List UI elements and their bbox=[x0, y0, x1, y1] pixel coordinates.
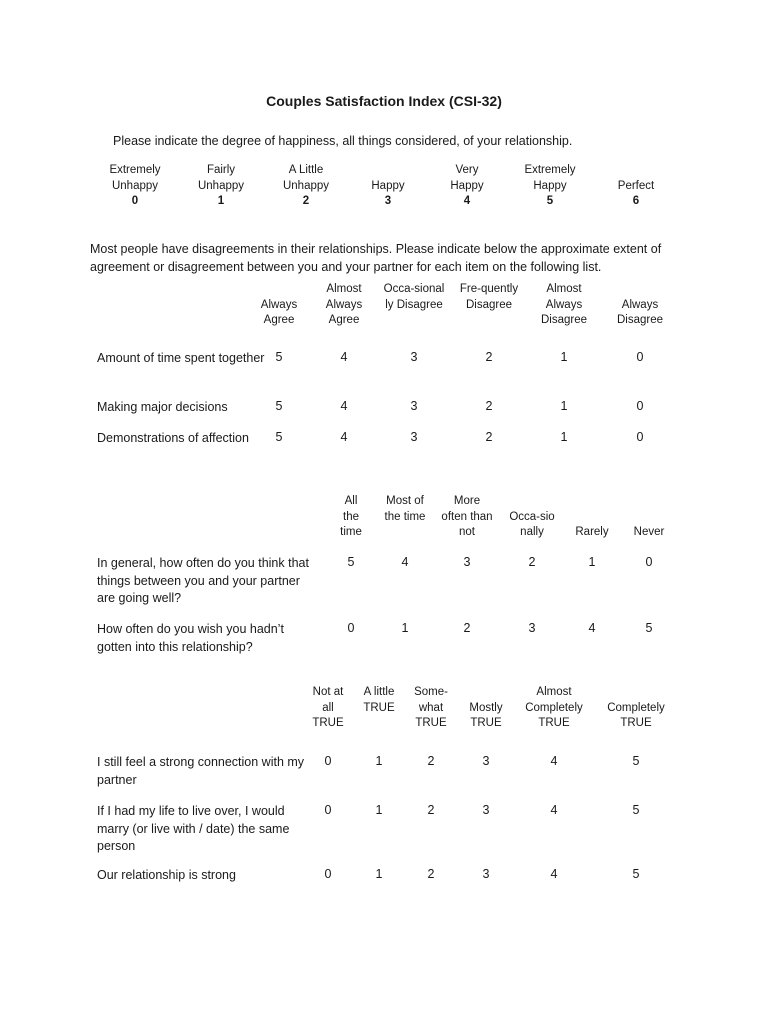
answer-option[interactable]: 3 bbox=[410, 399, 418, 413]
answer-option[interactable]: 3 bbox=[463, 555, 471, 569]
answer-option[interactable]: 4 bbox=[401, 555, 409, 569]
question-text: How often do you wish you hadn’t gotten into this relationship? bbox=[97, 622, 284, 654]
column-header-line: Almost bbox=[546, 283, 582, 295]
column-header bbox=[608, 494, 690, 541]
answer-option[interactable]: 4 bbox=[340, 350, 348, 364]
answer-option[interactable]: 2 bbox=[427, 754, 435, 768]
column-header-line: TRUE bbox=[363, 701, 395, 714]
happiness-option[interactable] bbox=[505, 163, 595, 210]
question-text: Demonstrations of affection bbox=[97, 431, 249, 445]
column-header bbox=[513, 685, 595, 732]
option-label-line bbox=[591, 163, 681, 179]
answer-option[interactable]: 2 bbox=[528, 555, 536, 569]
answer-option[interactable]: 5 bbox=[632, 803, 640, 817]
answer-option[interactable]: 5 bbox=[645, 621, 653, 635]
answer-option[interactable]: 2 bbox=[427, 803, 435, 817]
option-label-line: A Little bbox=[288, 164, 324, 176]
answer-option[interactable]: 2 bbox=[463, 621, 471, 635]
column-header-line: Completely bbox=[607, 701, 665, 714]
answer-option[interactable]: 4 bbox=[550, 803, 558, 817]
column-header-line bbox=[608, 510, 690, 526]
option-label-line: Fairly bbox=[206, 164, 236, 176]
answer-option[interactable]: 1 bbox=[375, 803, 383, 817]
answer-option[interactable]: 3 bbox=[482, 803, 490, 817]
column-header-line: not bbox=[459, 526, 475, 538]
answer-option[interactable]: 1 bbox=[560, 430, 568, 444]
question-text: In general, how often do you think that things between you and your partner are going well? bbox=[97, 556, 309, 605]
question-text: I still feel a strong connection with my partner bbox=[97, 755, 305, 787]
answer-option[interactable]: 0 bbox=[636, 399, 644, 413]
column-header-line: TRUE bbox=[538, 717, 570, 729]
column-header-line: TRUE bbox=[620, 717, 652, 729]
option-value: 4 bbox=[463, 195, 471, 207]
column-header bbox=[523, 282, 605, 329]
page-title: Couples Satisfaction Index (CSI-32) bbox=[266, 93, 502, 109]
answer-option[interactable]: 0 bbox=[347, 621, 355, 635]
column-header-line: Agree bbox=[263, 314, 295, 326]
answer-option[interactable]: 4 bbox=[550, 867, 558, 881]
column-header-line bbox=[608, 494, 690, 510]
answer-option[interactable]: 3 bbox=[528, 621, 536, 635]
column-header-line bbox=[599, 282, 681, 298]
column-header-line: Never bbox=[633, 526, 665, 538]
happiness-instruction: Please indicate the degree of happiness, all things considered, of your relationship. bbox=[113, 134, 573, 148]
column-header-line: Always bbox=[545, 298, 583, 311]
column-header-line: Rarely bbox=[575, 526, 609, 538]
answer-option[interactable]: 1 bbox=[560, 350, 568, 364]
option-value: 3 bbox=[384, 195, 392, 207]
option-value: 2 bbox=[302, 195, 310, 207]
column-header-line: ly Disagree bbox=[385, 298, 443, 311]
question-text: Amount of time spent together bbox=[97, 351, 265, 365]
option-label-line: Unhappy bbox=[282, 179, 330, 192]
happiness-option[interactable] bbox=[422, 163, 512, 210]
column-header-line: TRUE bbox=[312, 717, 344, 729]
answer-option[interactable]: 2 bbox=[485, 350, 493, 364]
column-header-line: Occa-sional bbox=[383, 283, 445, 295]
column-header-line: Always bbox=[621, 298, 659, 311]
column-header-line: Disagree bbox=[465, 298, 513, 311]
column-header-line: Some- bbox=[414, 686, 448, 698]
column-header-line: Occa-sio bbox=[509, 510, 555, 523]
answer-option[interactable]: 2 bbox=[485, 399, 493, 413]
column-header-line: Always bbox=[325, 298, 363, 311]
column-header bbox=[373, 282, 455, 329]
column-header bbox=[448, 282, 530, 329]
column-header-line: what bbox=[418, 701, 444, 714]
column-header-line: All bbox=[344, 495, 358, 507]
answer-option[interactable]: 5 bbox=[275, 399, 283, 413]
column-header-line bbox=[373, 313, 455, 329]
option-value: 0 bbox=[131, 195, 139, 207]
answer-option[interactable]: 4 bbox=[588, 621, 596, 635]
answer-option[interactable]: 1 bbox=[588, 555, 596, 569]
column-header-line bbox=[595, 685, 677, 701]
answer-option[interactable]: 2 bbox=[485, 430, 493, 444]
answer-option[interactable]: 3 bbox=[410, 430, 418, 444]
option-label-line: Extremely bbox=[524, 164, 576, 176]
column-header-line: Almost bbox=[536, 686, 572, 698]
column-header-line bbox=[448, 313, 530, 329]
answer-option[interactable]: 0 bbox=[636, 350, 644, 364]
option-label-line: Unhappy bbox=[111, 179, 159, 192]
answer-option[interactable]: 3 bbox=[410, 350, 418, 364]
happiness-option[interactable] bbox=[591, 163, 681, 210]
happiness-option[interactable] bbox=[176, 163, 266, 210]
option-label-line bbox=[343, 163, 433, 179]
column-header-line: nally bbox=[520, 526, 544, 538]
column-header-line: Completely bbox=[525, 701, 583, 714]
option-label-line: Happy bbox=[371, 179, 405, 192]
option-label-line: Extremely bbox=[109, 164, 161, 176]
option-value: 1 bbox=[217, 195, 225, 207]
answer-option[interactable]: 0 bbox=[324, 803, 332, 817]
answer-option[interactable]: 0 bbox=[324, 754, 332, 768]
answer-option[interactable]: 4 bbox=[340, 399, 348, 413]
answer-option[interactable]: 5 bbox=[632, 867, 640, 881]
answer-option[interactable]: 5 bbox=[275, 430, 283, 444]
answer-option[interactable]: 0 bbox=[324, 867, 332, 881]
column-header-line: time bbox=[340, 526, 362, 538]
answer-option[interactable]: 2 bbox=[427, 867, 435, 881]
happiness-option[interactable] bbox=[261, 163, 351, 210]
answer-option[interactable]: 4 bbox=[340, 430, 348, 444]
column-header bbox=[599, 282, 681, 329]
option-label-line: Happy bbox=[533, 179, 567, 192]
option-label-line: Unhappy bbox=[197, 179, 245, 192]
answer-option[interactable]: 1 bbox=[560, 399, 568, 413]
column-header bbox=[595, 685, 677, 732]
column-header-line: TRUE bbox=[470, 717, 502, 729]
agreement-instruction: Most people have disagreements in their relationships. Please indicate below the approximate extent of agreement or disagreement between you and your partner for each item on the following list. bbox=[90, 242, 662, 274]
answer-option[interactable]: 4 bbox=[550, 754, 558, 768]
column-header-line: TRUE bbox=[415, 717, 447, 729]
option-value: 6 bbox=[632, 195, 640, 207]
column-header-line: Fre-quently bbox=[459, 283, 519, 295]
happiness-option[interactable] bbox=[343, 163, 433, 210]
happiness-option[interactable] bbox=[90, 163, 180, 210]
question-text: If I had my life to live over, I would marry (or live with / date) the same person bbox=[97, 804, 290, 853]
answer-option[interactable]: 0 bbox=[636, 430, 644, 444]
option-value: 5 bbox=[546, 195, 554, 207]
answer-option[interactable]: 3 bbox=[482, 867, 490, 881]
answer-option[interactable]: 1 bbox=[375, 867, 383, 881]
column-header-line: Disagree bbox=[616, 314, 664, 326]
answer-option[interactable]: 5 bbox=[275, 350, 283, 364]
column-header-line: all bbox=[322, 701, 334, 714]
column-header-line: Mostly bbox=[469, 701, 503, 714]
question-text: Our relationship is strong bbox=[97, 868, 236, 882]
column-header-line: Always bbox=[260, 298, 298, 311]
column-header-line: the time bbox=[384, 510, 426, 523]
option-label-line: Happy bbox=[450, 179, 484, 192]
question-text: Making major decisions bbox=[97, 400, 228, 414]
answer-option[interactable]: 1 bbox=[401, 621, 409, 635]
answer-option[interactable]: 5 bbox=[347, 555, 355, 569]
option-label-line: Perfect bbox=[617, 179, 655, 192]
column-header-line: More bbox=[453, 495, 481, 507]
column-header-line: often than bbox=[441, 510, 493, 523]
answer-option[interactable]: 3 bbox=[482, 754, 490, 768]
answer-option[interactable]: 1 bbox=[375, 754, 383, 768]
column-header-line: Not at bbox=[312, 686, 344, 698]
column-header-line: A little bbox=[363, 686, 395, 698]
column-header-line: Most of bbox=[386, 495, 424, 507]
column-header-line: Agree bbox=[328, 314, 360, 326]
answer-option[interactable]: 0 bbox=[645, 555, 653, 569]
column-header-line: the bbox=[343, 510, 359, 523]
option-label-line: Very bbox=[455, 164, 479, 176]
answer-option[interactable]: 5 bbox=[632, 754, 640, 768]
column-header-line: Almost bbox=[326, 283, 362, 295]
column-header-line: Disagree bbox=[540, 314, 588, 326]
